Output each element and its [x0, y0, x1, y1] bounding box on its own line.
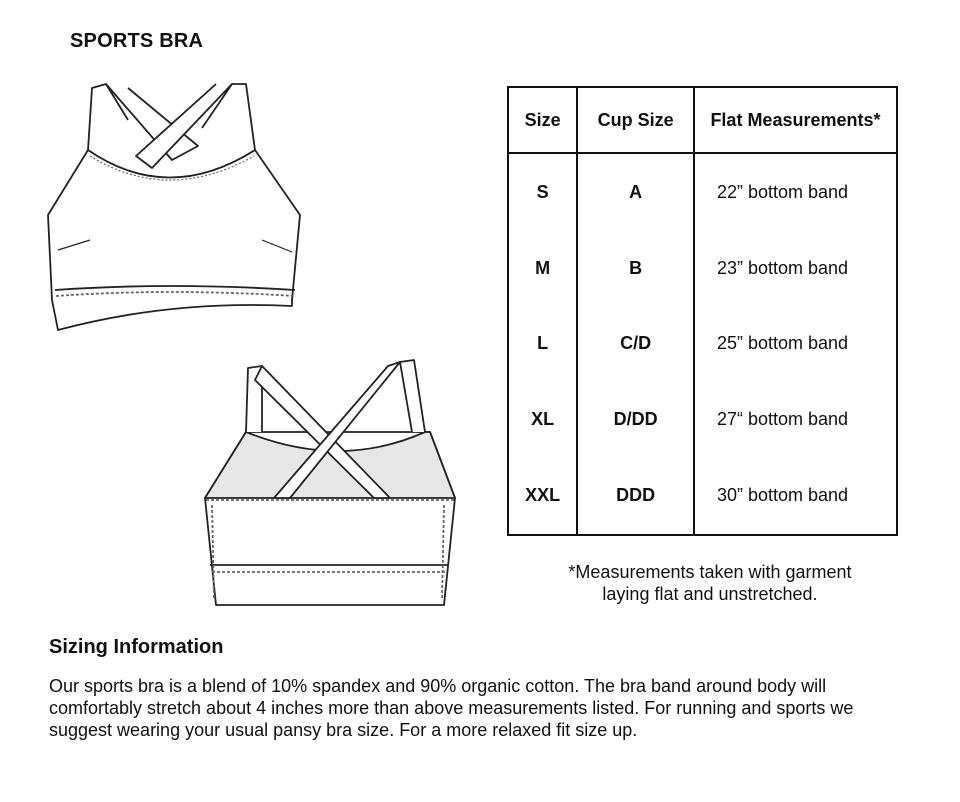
measurement-cell: 25” bottom band	[694, 306, 897, 382]
sizing-info-heading: Sizing Information	[49, 636, 224, 658]
header-size: Size	[508, 87, 577, 153]
size-cell: XL	[531, 409, 555, 430]
measurement-footnote	[520, 561, 900, 605]
sports-bra-illustrations	[0, 0, 480, 620]
table-row	[508, 382, 897, 458]
header-cup-size: Cup Size	[577, 87, 694, 153]
paragraph-line: comfortably stretch about 4 inches more than above measurements listed. For running and sports we	[49, 698, 854, 718]
size-cell: L	[537, 333, 549, 354]
table-header-row	[508, 87, 897, 153]
measurement-cell: 23” bottom band	[694, 230, 897, 306]
table-row	[508, 153, 897, 230]
size-cell: S	[536, 181, 549, 202]
paragraph-line: Our sports bra is a blend of 10% spandex and 90% organic cotton. The bra band around body will	[49, 676, 827, 696]
header-flat-measurements: Flat Measurements*	[694, 87, 897, 153]
page-title: SPORTS BRA	[70, 30, 204, 52]
size-chart-table	[507, 86, 898, 536]
back-view-illustration	[205, 360, 455, 605]
cup-cell: DDD	[577, 458, 694, 535]
size-cell: XXL	[525, 485, 561, 506]
table-row	[508, 230, 897, 306]
cup-cell: A	[577, 153, 694, 230]
front-view-illustration	[48, 84, 300, 330]
cup-cell: D/DD	[577, 382, 694, 458]
measurement-cell: 30” bottom band	[694, 458, 897, 535]
cup-cell: C/D	[577, 306, 694, 382]
cup-cell: B	[577, 230, 694, 306]
measurement-cell: 22” bottom band	[694, 153, 897, 230]
sizing-info-paragraph	[49, 675, 929, 741]
measurement-cell: 27“ bottom band	[694, 382, 897, 458]
paragraph-line: suggest wearing your usual pansy bra size. For a more relaxed fit size up.	[49, 720, 638, 740]
table-row	[508, 306, 897, 382]
table-row	[508, 458, 897, 535]
footnote-line: laying flat and unstretched.	[602, 584, 818, 604]
footnote-line: *Measurements taken with garment	[568, 562, 852, 582]
size-cell: M	[535, 257, 551, 278]
